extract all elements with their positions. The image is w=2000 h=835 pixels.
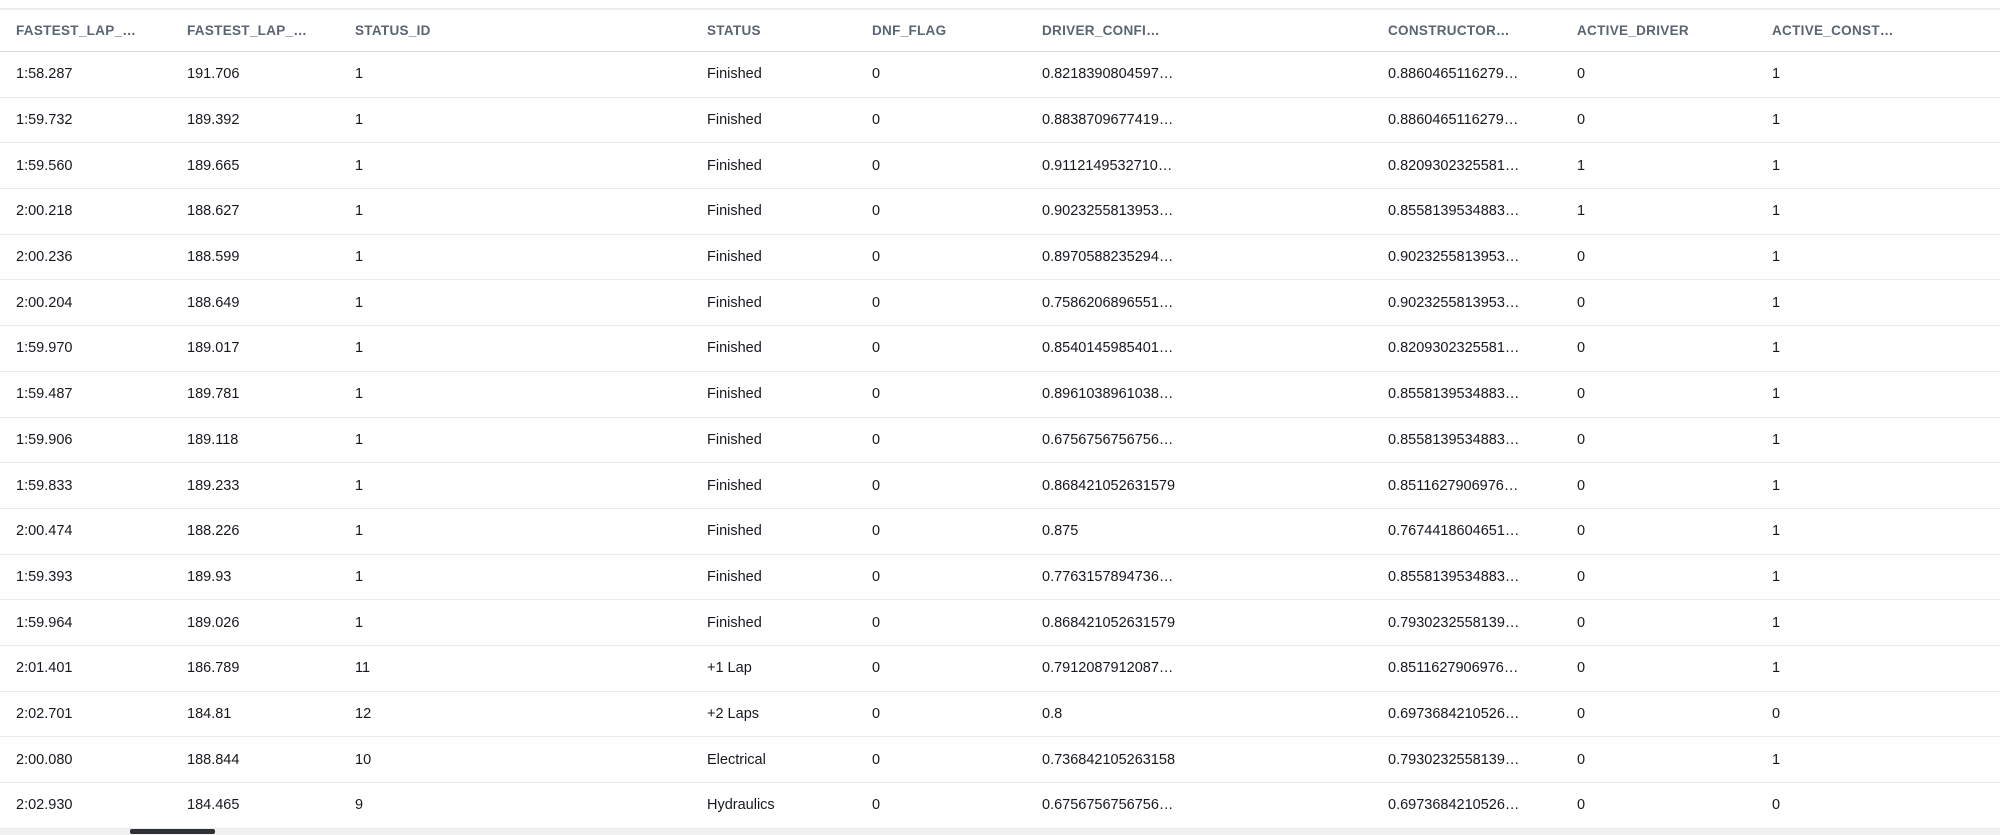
table-cell: 1 xyxy=(355,249,364,266)
table-cell: 0.8218390804597… xyxy=(1042,66,1174,83)
table-cell: 188.226 xyxy=(187,523,240,540)
table-cell: Finished xyxy=(707,477,762,494)
table-cell: 1 xyxy=(355,568,364,585)
table-cell: 0 xyxy=(872,751,881,768)
table-cell: 0 xyxy=(1577,614,1586,631)
table-cell: 1 xyxy=(355,294,364,311)
table-cell: 1 xyxy=(1772,568,1781,585)
table-cell: 0 xyxy=(1577,294,1586,311)
table-cell: 1 xyxy=(355,523,364,540)
table-cell: 0 xyxy=(872,797,881,814)
table-cell: 1 xyxy=(1772,751,1781,768)
table-row xyxy=(0,143,2000,189)
table-cell: 1 xyxy=(355,340,364,357)
table-cell: 1 xyxy=(1772,431,1781,448)
table-cell: 0.6756756756756… xyxy=(1042,797,1174,814)
table-cell: Finished xyxy=(707,249,762,266)
table-cell: 191.706 xyxy=(187,66,240,83)
table-cell: 11 xyxy=(355,660,371,677)
table-row xyxy=(0,692,2000,738)
table-cell: 0 xyxy=(1577,523,1586,540)
table-cell: 0.9023255813953… xyxy=(1042,203,1174,220)
table-cell: 1 xyxy=(1577,203,1586,220)
table-cell: 189.026 xyxy=(187,614,240,631)
table-cell: 0 xyxy=(872,568,881,585)
table-cell: 189.233 xyxy=(187,477,240,494)
table-cell: 1 xyxy=(1772,614,1781,631)
table-cell: Finished xyxy=(707,614,762,631)
table-cell: 0.6973684210526… xyxy=(1388,705,1520,722)
table-cell: 0.8540145985401… xyxy=(1042,340,1174,357)
table-cell: 0 xyxy=(872,477,881,494)
table-row xyxy=(0,189,2000,235)
table-row xyxy=(0,555,2000,601)
table-cell: 1 xyxy=(355,66,364,83)
table-cell: 2:00.218 xyxy=(16,203,73,220)
table-cell: Hydraulics xyxy=(707,797,775,814)
table-cell: 0.6756756756756… xyxy=(1042,431,1174,448)
table-cell: 0.875 xyxy=(1042,523,1079,540)
table-cell: 1:58.287 xyxy=(16,66,73,83)
table-row xyxy=(0,509,2000,555)
table-cell: 0.8860465116279… xyxy=(1388,66,1519,83)
table-row xyxy=(0,98,2000,144)
table-cell: 0 xyxy=(872,112,881,129)
table-cell: 1 xyxy=(1772,523,1781,540)
table-cell: 0 xyxy=(872,431,881,448)
table-cell: 0.9112149532710… xyxy=(1042,157,1173,174)
table-cell: 186.789 xyxy=(187,660,240,677)
table-cell: 188.627 xyxy=(187,203,240,220)
table-cell: 0 xyxy=(1577,660,1586,677)
table-row xyxy=(0,326,2000,372)
table-cell: 2:00.474 xyxy=(16,523,73,540)
table-cell: Finished xyxy=(707,157,762,174)
table-row xyxy=(0,600,2000,646)
table-cell: 0 xyxy=(1577,751,1586,768)
table-row xyxy=(0,280,2000,326)
table-cell: 1:59.393 xyxy=(16,568,73,585)
table-cell: +1 Lap xyxy=(707,660,752,677)
top-gap xyxy=(0,0,2000,8)
table-cell: 2:02.701 xyxy=(16,705,73,722)
table-cell: 0.7930232558139… xyxy=(1388,751,1520,768)
column-header-constructor[interactable]: CONSTRUCTOR… xyxy=(1388,23,1510,38)
column-header-active-driver[interactable]: ACTIVE_DRIVER xyxy=(1577,23,1689,38)
table-cell: 0 xyxy=(872,203,881,220)
table-cell: 0.8961038961038… xyxy=(1042,386,1174,403)
table-cell: 1:59.906 xyxy=(16,431,73,448)
table-cell: 0.6973684210526… xyxy=(1388,797,1520,814)
table-row xyxy=(0,372,2000,418)
table-cell: 1 xyxy=(1772,477,1781,494)
header-row xyxy=(0,10,2000,52)
table-cell: 0 xyxy=(1577,386,1586,403)
table-cell: 1 xyxy=(355,614,364,631)
table-cell: 1:59.964 xyxy=(16,614,73,631)
table-cell: 0.7674418604651… xyxy=(1388,523,1520,540)
table-cell: 0 xyxy=(872,249,881,266)
table-cell: 1 xyxy=(1772,660,1781,677)
table-cell: 0.868421052631579 xyxy=(1042,477,1176,494)
horizontal-scrollbar-thumb[interactable] xyxy=(130,829,215,834)
table-cell: 0.8558139534883… xyxy=(1388,386,1520,403)
column-header-status[interactable]: STATUS xyxy=(707,23,761,38)
table-cell: 0.7930232558139… xyxy=(1388,614,1520,631)
table-cell: 189.781 xyxy=(187,386,240,403)
table-cell: 0.736842105263158 xyxy=(1042,751,1176,768)
table-cell: 0 xyxy=(1577,112,1586,129)
column-header-active-const[interactable]: ACTIVE_CONST… xyxy=(1772,23,1894,38)
table-cell: 0.8860465116279… xyxy=(1388,112,1519,129)
table-cell: 0 xyxy=(1577,705,1586,722)
table-cell: 1 xyxy=(1772,203,1781,220)
table-cell: 0.7912087912087… xyxy=(1042,660,1174,677)
table-cell: 0 xyxy=(872,294,881,311)
table-cell: 0.7763157894736… xyxy=(1042,568,1174,585)
table-cell: 1 xyxy=(355,112,364,129)
table-cell: 0 xyxy=(872,340,881,357)
table-cell: Finished xyxy=(707,568,762,585)
table-cell: 2:01.401 xyxy=(16,660,73,677)
table-cell: 12 xyxy=(355,705,372,722)
column-header-driver-confi[interactable]: DRIVER_CONFI… xyxy=(1042,23,1160,38)
table-cell: 0.8558139534883… xyxy=(1388,431,1520,448)
table-row xyxy=(0,463,2000,509)
table-cell: 0.8511627906976… xyxy=(1388,477,1519,494)
table-cell: 0 xyxy=(1772,705,1781,722)
table-cell: 0.8511627906976… xyxy=(1388,660,1519,677)
table-cell: 0.9023255813953… xyxy=(1388,249,1520,266)
table-cell: 0 xyxy=(1577,66,1586,83)
table-cell: 1 xyxy=(355,386,364,403)
table-cell: 1 xyxy=(1772,157,1781,174)
table-cell: 10 xyxy=(355,751,372,768)
table-cell: 0 xyxy=(1577,431,1586,448)
table-row xyxy=(0,783,2000,829)
table-cell: 0 xyxy=(872,523,881,540)
table-cell: 0 xyxy=(872,660,881,677)
table-cell: 189.392 xyxy=(187,112,240,129)
table-cell: 188.599 xyxy=(187,249,240,266)
table-cell: 184.465 xyxy=(187,797,240,814)
table-cell: Finished xyxy=(707,340,762,357)
table-cell: Finished xyxy=(707,523,762,540)
table-cell: Finished xyxy=(707,294,762,311)
table-cell: 1 xyxy=(1772,249,1781,266)
table-cell: 188.649 xyxy=(187,294,240,311)
table-cell: Finished xyxy=(707,66,762,83)
table-row xyxy=(0,737,2000,783)
table-cell: Finished xyxy=(707,386,762,403)
table-cell: +2 Laps xyxy=(707,705,760,722)
table-cell: 1:59.970 xyxy=(16,340,73,357)
table-cell: 1 xyxy=(355,157,364,174)
table-cell: 0.8558139534883… xyxy=(1388,568,1520,585)
table-cell: 0.8838709677419… xyxy=(1042,112,1174,129)
table-cell: 1 xyxy=(1772,340,1781,357)
table-cell: 1 xyxy=(1772,66,1781,83)
table-cell: 0 xyxy=(872,157,881,174)
table-cell: Finished xyxy=(707,203,762,220)
table-cell: 2:02.930 xyxy=(16,797,73,814)
table-cell: 9 xyxy=(355,797,364,814)
table-cell: 1:59.487 xyxy=(16,386,73,403)
table-cell: 2:00.080 xyxy=(16,751,73,768)
horizontal-scrollbar-track[interactable] xyxy=(0,829,2000,835)
table-cell: 189.118 xyxy=(187,431,239,448)
table-cell: 0 xyxy=(872,386,881,403)
table-cell: Electrical xyxy=(707,751,766,768)
table-cell: 1:59.732 xyxy=(16,112,73,129)
column-header-fastest-lap-speed[interactable]: FASTEST_LAP_… xyxy=(187,23,308,38)
table-cell: 0.8970588235294… xyxy=(1042,249,1174,266)
table-cell: 189.665 xyxy=(187,157,240,174)
table-cell: 0.9023255813953… xyxy=(1388,294,1520,311)
table-row xyxy=(0,52,2000,98)
table-cell: 0 xyxy=(1577,340,1586,357)
table-cell: 0.8558139534883… xyxy=(1388,203,1520,220)
column-header-dnf-flag[interactable]: DNF_FLAG xyxy=(872,23,947,38)
table-cell: 0 xyxy=(1577,797,1586,814)
table-cell: 2:00.204 xyxy=(16,294,73,311)
table-cell: 0.868421052631579 xyxy=(1042,614,1176,631)
column-header-fastest-lap-time[interactable]: FASTEST_LAP_… xyxy=(16,23,137,38)
table-cell: 0.7586206896551… xyxy=(1042,294,1174,311)
table-cell: 1:59.560 xyxy=(16,157,73,174)
table-cell: 1 xyxy=(1772,112,1781,129)
table-cell: 0 xyxy=(872,66,881,83)
table-cell: 0 xyxy=(1577,568,1586,585)
table-row xyxy=(0,646,2000,692)
table-cell: 0 xyxy=(872,614,881,631)
table-cell: 1 xyxy=(355,477,364,494)
table-cell: 0 xyxy=(872,705,881,722)
table-cell: 184.81 xyxy=(187,705,232,722)
table-cell: 1:59.833 xyxy=(16,477,73,494)
table-row xyxy=(0,418,2000,464)
table-cell: 1 xyxy=(355,431,364,448)
table-cell: 189.017 xyxy=(187,340,240,357)
table-cell: 0.8209302325581… xyxy=(1388,340,1520,357)
table-cell: 1 xyxy=(1772,294,1781,311)
table-cell: 0.8 xyxy=(1042,705,1063,722)
table-cell: 2:00.236 xyxy=(16,249,73,266)
table-row xyxy=(0,235,2000,281)
table-cell: 1 xyxy=(1772,386,1781,403)
table-cell: 1 xyxy=(1577,157,1586,174)
table-cell: 0 xyxy=(1772,797,1781,814)
table-cell: 189.93 xyxy=(187,568,232,585)
table-body xyxy=(0,52,2000,829)
table-cell: 1 xyxy=(355,203,364,220)
table-cell: 0 xyxy=(1577,249,1586,266)
table-cell: Finished xyxy=(707,431,762,448)
column-header-status-id[interactable]: STATUS_ID xyxy=(355,23,431,38)
table-cell: 0 xyxy=(1577,477,1586,494)
table-cell: Finished xyxy=(707,112,762,129)
table-cell: 0.8209302325581… xyxy=(1388,157,1520,174)
table-cell: 188.844 xyxy=(187,751,240,768)
